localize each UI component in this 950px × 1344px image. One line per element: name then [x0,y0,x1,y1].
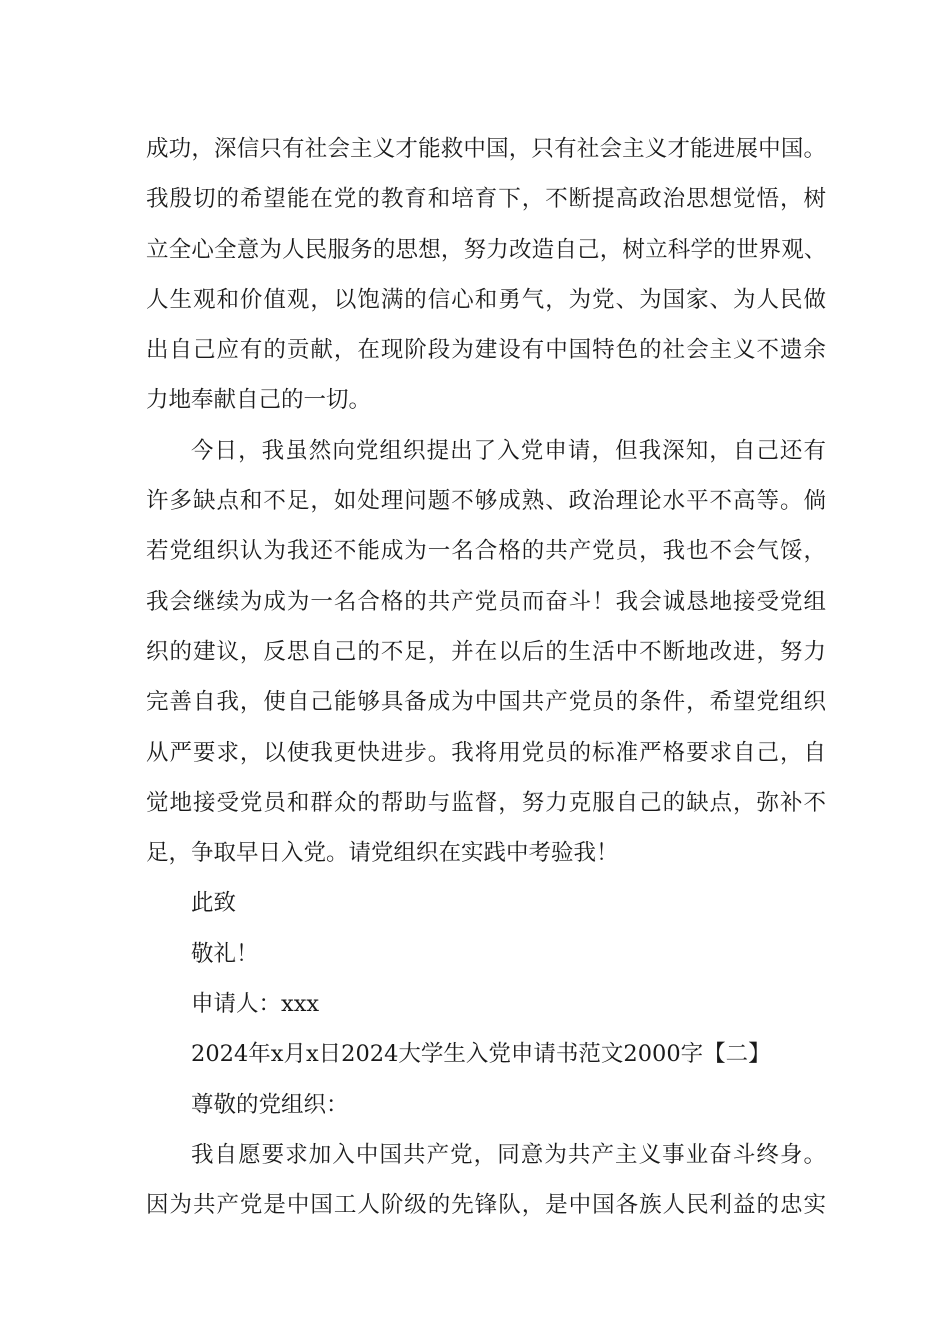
text-line-8: 许多缺点和不足，如处理问题不够成熟、政治理论水平不高等。倘 [146,488,826,515]
text-line-13: 从严要求，以使我更快进步。我将用党员的标准严格要求自己，自 [146,739,826,766]
text-line-7: 今日，我虽然向党组织提出了入党申请，但我深知，自己还有 [191,437,826,464]
closing-line-1: 此致 [191,890,237,917]
date-and-heading-line: 2024年x月x日2024大学生入党申请书范文2000字【二】 [191,1041,771,1068]
text-line-11: 织的建议，反思自己的不足，并在以后的生活中不断地改进，努力 [146,638,826,665]
text-line-21: 我自愿要求加入中国共产党，同意为共产主义事业奋斗终身。 [191,1141,826,1168]
salutation-line: 尊敬的党组织： [191,1091,349,1118]
text-line-15: 足，争取早日入党。请党组织在实践中考验我！ [146,840,619,867]
applicant-line: 申请人：xxx [191,991,320,1018]
text-line-6: 力地奉献自己的一切。 [146,387,372,414]
text-line-1: 成功，深信只有社会主义才能救中国，只有社会主义才能进展中国。 [146,136,826,162]
text-line-3: 立全心全意为人民服务的思想，努力改造自己，树立科学的世界观、 [146,236,826,263]
document-body [146,124,826,1231]
closing-line-2: 敬礼！ [191,940,259,967]
text-line-5: 出自己应有的贡献，在现阶段为建设有中国特色的社会主义不遗余 [146,337,826,364]
text-line-22: 因为共产党是中国工人阶级的先锋队，是中国各族人民利益的忠实 [146,1192,826,1219]
text-line-10: 我会继续为成为一名合格的共产党员而奋斗！我会诚恳地接受党组 [146,588,826,615]
text-line-12: 完善自我，使自己能够具备成为中国共产党员的条件，希望党组织 [146,689,826,716]
text-line-9: 若党组织认为我还不能成为一名合格的共产党员，我也不会气馁， [146,538,826,565]
text-line-4: 人生观和价值观，以饱满的信心和勇气，为党、为国家、为人民做 [146,286,826,313]
text-line-2: 我殷切的希望能在党的教育和培育下，不断提高政治思想觉悟，树 [146,186,826,213]
text-line-14: 觉地接受党员和群众的帮助与监督，努力克服自己的缺点，弥补不 [146,789,826,816]
